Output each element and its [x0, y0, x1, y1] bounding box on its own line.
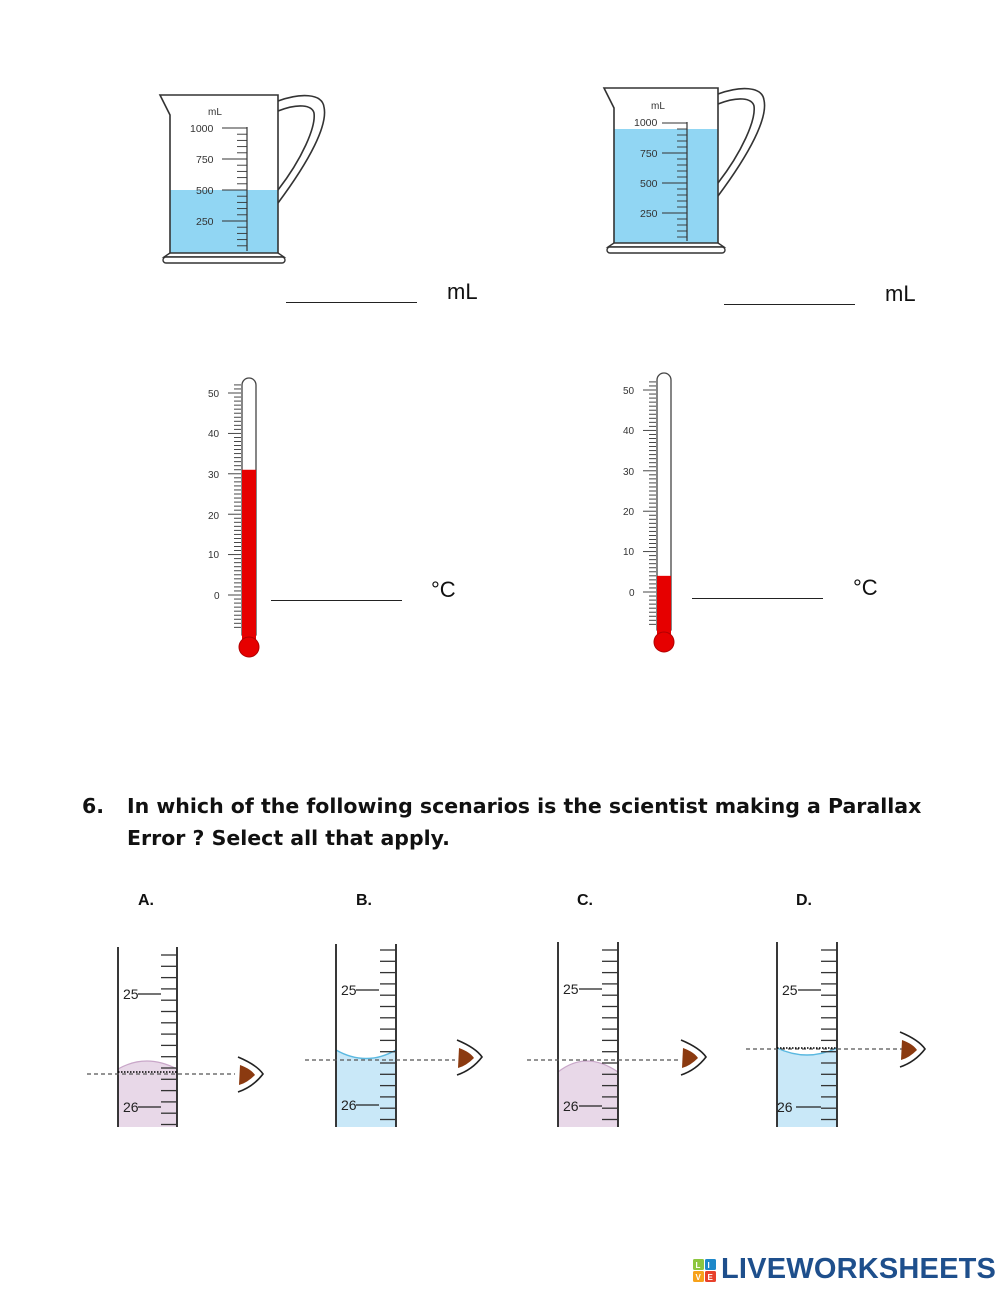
tube-label-26: 26	[777, 1099, 793, 1115]
eye-icon	[457, 1040, 482, 1075]
liveworksheets-logo	[692, 1253, 996, 1286]
unit-label-ml: mL	[447, 279, 478, 304]
option-label-a: A.	[138, 892, 154, 909]
tube-liquid	[118, 1061, 177, 1127]
scale-label: 10	[623, 547, 635, 558]
option-label-d: D.	[796, 892, 812, 909]
scale-label: 1000	[634, 117, 658, 129]
thermometer-liquid	[242, 470, 256, 640]
svg-text:I: I	[707, 1260, 710, 1270]
question-number: 6.	[82, 794, 105, 818]
eye-icon	[238, 1057, 263, 1092]
scale-label: 750	[640, 148, 658, 160]
thermometer-1	[200, 370, 270, 665]
tube-liquid	[558, 1061, 618, 1127]
thermometer-liquid	[657, 576, 671, 635]
scale-label: 1000	[190, 123, 214, 135]
scale-label: 40	[208, 429, 220, 440]
scale-label: 50	[623, 386, 635, 397]
scale-label: 20	[208, 511, 220, 522]
tube-label-25: 25	[782, 982, 798, 998]
tube-liquid	[777, 1048, 837, 1127]
unit-label-ml: mL	[885, 281, 916, 306]
unit-header: mL	[208, 107, 222, 118]
scale-label: 500	[196, 185, 214, 197]
logo-text: LIVEWORKSHEETS	[721, 1253, 997, 1285]
unit-label-celsius: °C	[431, 577, 456, 602]
scale-label: 0	[214, 591, 220, 602]
scale-label: 500	[640, 178, 658, 190]
svg-text:V: V	[695, 1272, 701, 1282]
beaker-liquid	[614, 129, 718, 243]
tube-label-26: 26	[563, 1098, 579, 1114]
tube-liquid	[336, 1050, 396, 1127]
beaker-2	[594, 78, 784, 263]
scale-label: 30	[623, 467, 635, 478]
scale-label: 10	[208, 550, 220, 561]
option-c-diagram[interactable]	[525, 940, 710, 1130]
option-label-b: B.	[356, 892, 372, 909]
scale-label: 0	[629, 588, 635, 599]
answer-field-thermometer-1[interactable]	[271, 576, 402, 601]
tube-label-26: 26	[123, 1099, 139, 1115]
tube-label-25: 25	[563, 981, 579, 997]
answer-field-thermometer-2[interactable]	[692, 574, 823, 599]
eye-icon	[900, 1032, 925, 1067]
scale-label: 40	[623, 426, 635, 437]
liveworksheets-logo-icon	[692, 1257, 718, 1283]
tube-label-25: 25	[123, 986, 139, 1002]
option-b-diagram[interactable]	[303, 940, 488, 1130]
tube-label-26: 26	[341, 1097, 357, 1113]
unit-label-celsius: °C	[853, 575, 878, 600]
svg-text:L: L	[695, 1260, 701, 1270]
scale-label: 750	[196, 154, 214, 166]
unit-header: mL	[651, 101, 665, 112]
scale-label: 250	[640, 208, 658, 220]
answer-field-beaker-2[interactable]	[724, 280, 855, 305]
option-d-diagram[interactable]	[744, 940, 929, 1130]
thermometer-2	[615, 365, 685, 660]
svg-text:E: E	[707, 1272, 713, 1282]
answer-field-beaker-1[interactable]	[286, 278, 417, 303]
option-label-c: C.	[577, 892, 593, 909]
eye-icon	[681, 1040, 706, 1075]
option-a-diagram[interactable]	[85, 945, 270, 1130]
scale-label: 20	[623, 507, 635, 518]
scale-label: 50	[208, 389, 220, 400]
beaker-1	[150, 85, 340, 270]
tube-label-25: 25	[341, 982, 357, 998]
scale-label: 250	[196, 216, 214, 228]
question-text: In which of the following scenarios is the scientist making a Parallax Error ? Select all that apply.	[127, 794, 922, 850]
scale-label: 30	[208, 470, 220, 481]
